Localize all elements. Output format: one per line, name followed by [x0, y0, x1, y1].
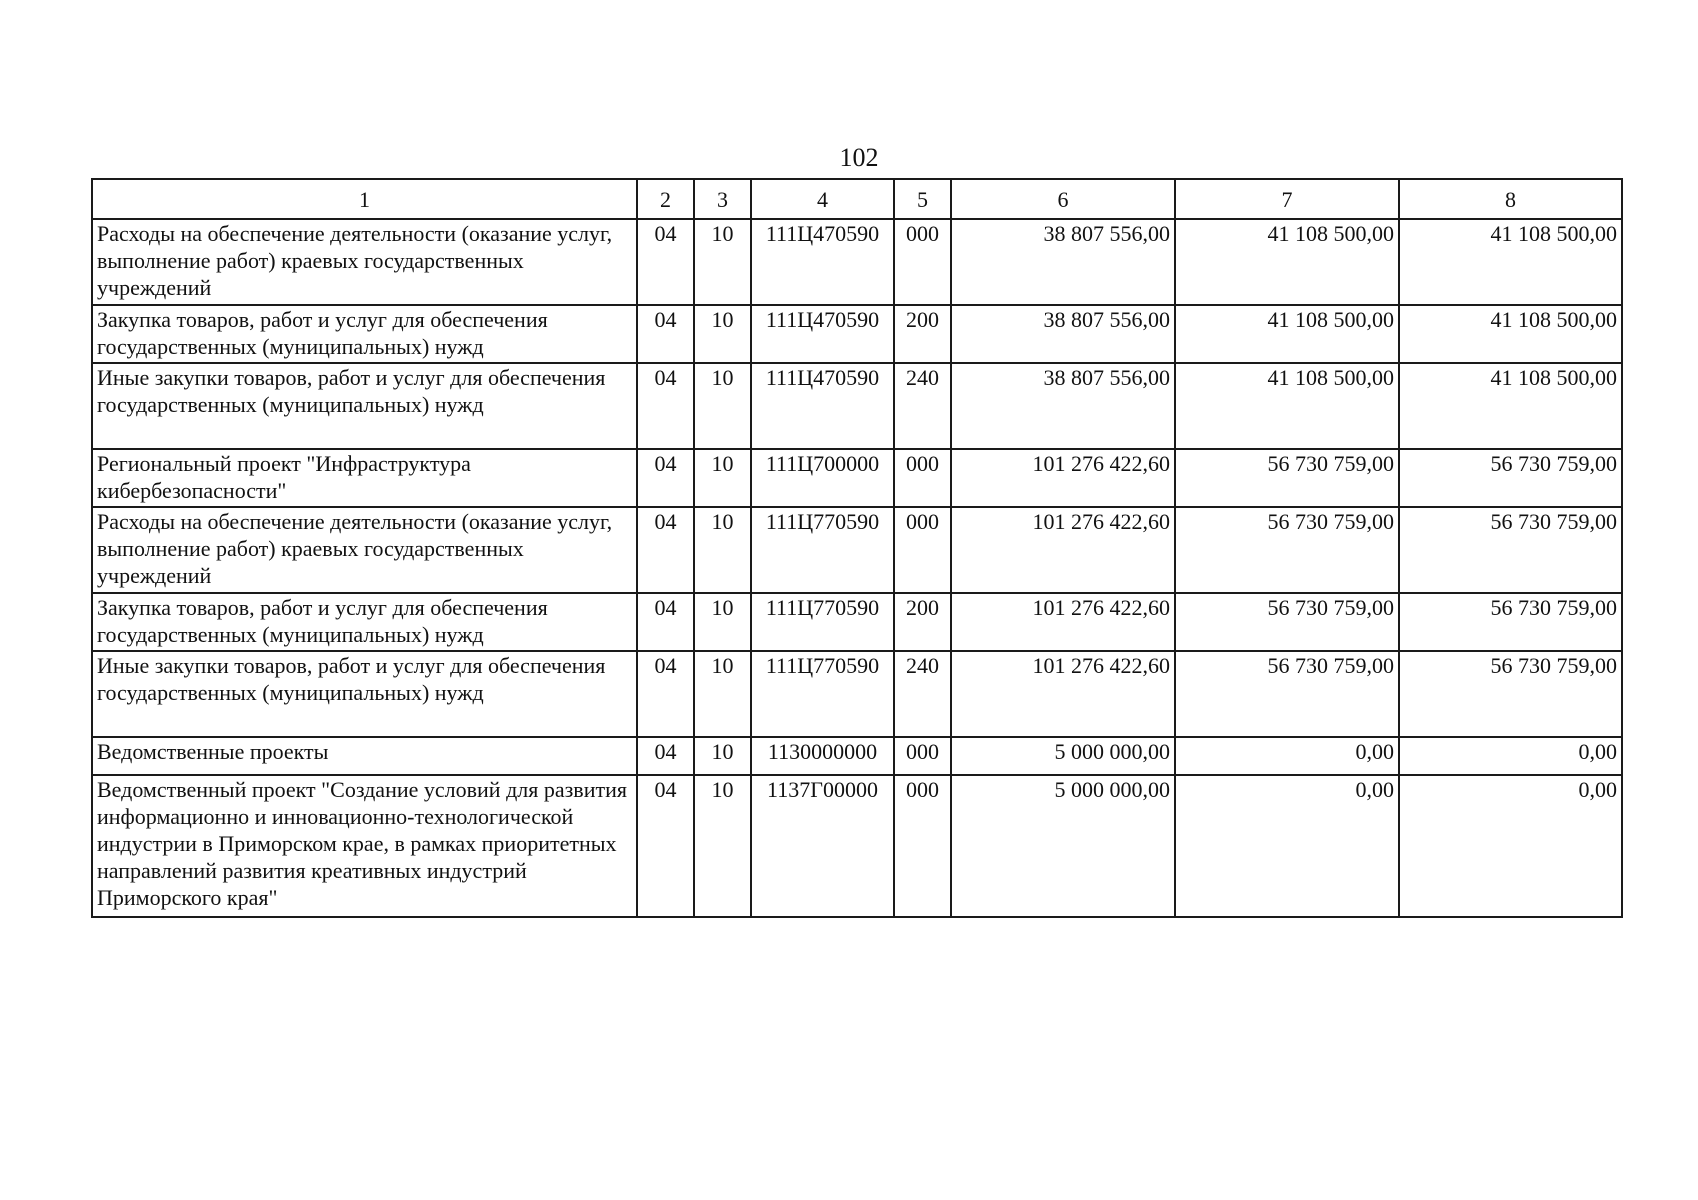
target-article-code: 111Ц470590 [751, 363, 894, 449]
amount-col-6: 5 000 000,00 [951, 737, 1175, 775]
section-code: 04 [637, 593, 694, 651]
expense-type-code: 200 [894, 593, 951, 651]
target-article-code: 111Ц700000 [751, 449, 894, 507]
row-description: Региональный проект "Инфраструктура кибербезопасности" [92, 449, 637, 507]
column-header-2: 2 [637, 179, 694, 219]
expense-type-code: 000 [894, 507, 951, 593]
table-row [92, 593, 1622, 651]
section-code: 04 [637, 449, 694, 507]
target-article-code: 111Ц770590 [751, 651, 894, 737]
section-code: 04 [637, 363, 694, 449]
amount-col-8: 41 108 500,00 [1399, 363, 1622, 449]
row-description: Ведомственные проекты [92, 737, 637, 775]
amount-col-6: 38 807 556,00 [951, 219, 1175, 305]
amount-col-6: 38 807 556,00 [951, 305, 1175, 363]
subsection-code: 10 [694, 775, 751, 917]
expense-type-code: 240 [894, 363, 951, 449]
target-article-code: 111Ц770590 [751, 507, 894, 593]
row-description: Иные закупки товаров, работ и услуг для обеспечения государственных (муниципальных) нужд [92, 363, 637, 449]
expense-type-code: 240 [894, 651, 951, 737]
target-article-code: 1137Г00000 [751, 775, 894, 917]
subsection-code: 10 [694, 651, 751, 737]
amount-col-7: 41 108 500,00 [1175, 305, 1399, 363]
subsection-code: 10 [694, 507, 751, 593]
column-header-3: 3 [694, 179, 751, 219]
subsection-code: 10 [694, 305, 751, 363]
amount-col-7: 56 730 759,00 [1175, 651, 1399, 737]
amount-col-7: 41 108 500,00 [1175, 219, 1399, 305]
table-row [92, 507, 1622, 593]
subsection-code: 10 [694, 593, 751, 651]
row-description: Ведомственный проект "Создание условий для развития информационно и инновационно-технологической индустрии в Приморском крае, в рамках приоритетных направлений развития креативных индустрий Приморского края" [92, 775, 637, 917]
amount-col-6: 101 276 422,60 [951, 507, 1175, 593]
row-description: Расходы на обеспечение деятельности (оказание услуг, выполнение работ) краевых государственных учреждений [92, 507, 637, 593]
target-article-code: 111Ц470590 [751, 219, 894, 305]
table-row [92, 363, 1622, 449]
column-header-1: 1 [92, 179, 637, 219]
table-row [92, 651, 1622, 737]
budget-table [91, 178, 1623, 918]
expense-type-code: 000 [894, 449, 951, 507]
amount-col-7: 56 730 759,00 [1175, 507, 1399, 593]
subsection-code: 10 [694, 219, 751, 305]
target-article-code: 1130000000 [751, 737, 894, 775]
table-row [92, 775, 1622, 917]
subsection-code: 10 [694, 363, 751, 449]
expense-type-code: 000 [894, 219, 951, 305]
column-header-5: 5 [894, 179, 951, 219]
amount-col-7: 56 730 759,00 [1175, 449, 1399, 507]
row-description: Иные закупки товаров, работ и услуг для обеспечения государственных (муниципальных) нужд [92, 651, 637, 737]
column-header-8: 8 [1399, 179, 1622, 219]
subsection-code: 10 [694, 737, 751, 775]
section-code: 04 [637, 507, 694, 593]
column-header-6: 6 [951, 179, 1175, 219]
row-description: Закупка товаров, работ и услуг для обеспечения государственных (муниципальных) нужд [92, 593, 637, 651]
amount-col-6: 101 276 422,60 [951, 593, 1175, 651]
amount-col-8: 0,00 [1399, 737, 1622, 775]
amount-col-7: 41 108 500,00 [1175, 363, 1399, 449]
amount-col-8: 56 730 759,00 [1399, 449, 1622, 507]
column-header-4: 4 [751, 179, 894, 219]
table-row [92, 737, 1622, 775]
amount-col-8: 0,00 [1399, 775, 1622, 917]
section-code: 04 [637, 775, 694, 917]
subsection-code: 10 [694, 449, 751, 507]
amount-col-8: 41 108 500,00 [1399, 219, 1622, 305]
amount-col-7: 56 730 759,00 [1175, 593, 1399, 651]
table-row [92, 305, 1622, 363]
amount-col-8: 56 730 759,00 [1399, 593, 1622, 651]
row-description: Закупка товаров, работ и услуг для обеспечения государственных (муниципальных) нужд [92, 305, 637, 363]
target-article-code: 111Ц470590 [751, 305, 894, 363]
section-code: 04 [637, 305, 694, 363]
target-article-code: 111Ц770590 [751, 593, 894, 651]
expense-type-code: 000 [894, 775, 951, 917]
section-code: 04 [637, 651, 694, 737]
header-row [92, 179, 1622, 219]
expense-type-code: 200 [894, 305, 951, 363]
amount-col-7: 0,00 [1175, 775, 1399, 917]
amount-col-8: 41 108 500,00 [1399, 305, 1622, 363]
amount-col-6: 5 000 000,00 [951, 775, 1175, 917]
page-number: 102 [839, 143, 879, 172]
expense-type-code: 000 [894, 737, 951, 775]
table-row [92, 219, 1622, 305]
amount-col-7: 0,00 [1175, 737, 1399, 775]
amount-col-6: 101 276 422,60 [951, 449, 1175, 507]
table-row [92, 449, 1622, 507]
amount-col-8: 56 730 759,00 [1399, 651, 1622, 737]
column-header-7: 7 [1175, 179, 1399, 219]
row-description: Расходы на обеспечение деятельности (оказание услуг, выполнение работ) краевых государственных учреждений [92, 219, 637, 305]
amount-col-8: 56 730 759,00 [1399, 507, 1622, 593]
section-code: 04 [637, 737, 694, 775]
section-code: 04 [637, 219, 694, 305]
amount-col-6: 101 276 422,60 [951, 651, 1175, 737]
amount-col-6: 38 807 556,00 [951, 363, 1175, 449]
